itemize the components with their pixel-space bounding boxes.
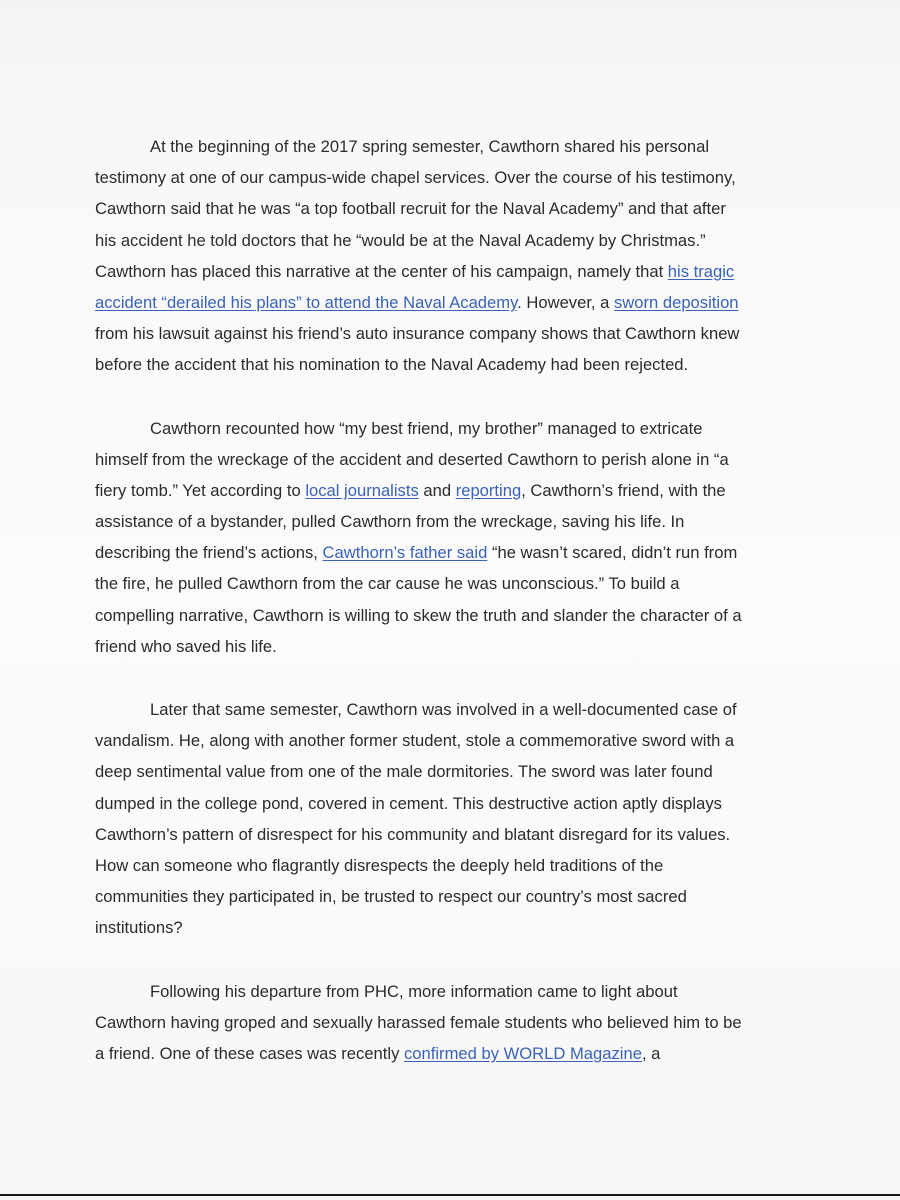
text-line bbox=[95, 694, 815, 725]
text-segment: describing the friend’s actions, bbox=[95, 543, 323, 563]
text-segment: himself from the wreckage of the accident and deserted Cawthorn to perish alone in “a bbox=[95, 449, 729, 469]
text-line bbox=[95, 568, 815, 599]
text-segment: his accident he told doctors that he “would be at the Naval Academy by Christmas.” bbox=[95, 230, 706, 250]
text-line bbox=[95, 131, 815, 162]
text-segment: , a bbox=[641, 1043, 661, 1063]
text-segment: institutions? bbox=[95, 918, 183, 938]
hyperlink[interactable]: Cawthorn’s father said bbox=[322, 543, 488, 563]
text-segment: friend who saved his life. bbox=[95, 636, 277, 656]
text-segment: “he wasn’t scared, didn’t run from bbox=[487, 543, 738, 563]
hyperlink[interactable]: reporting bbox=[455, 480, 522, 500]
text-segment: Cawthorn having groped and sexually harassed female students who believed him to be bbox=[95, 1012, 742, 1032]
text-segment: Cawthorn recounted how “my best friend, my brother” managed to extricate bbox=[150, 418, 703, 438]
hyperlink[interactable]: sworn deposition bbox=[614, 292, 739, 312]
text-segment: the fire, he pulled Cawthorn from the car cause he was unconscious.” To build a bbox=[95, 574, 680, 594]
bottom-rule bbox=[0, 1194, 900, 1196]
text-segment: assistance of a bystander, pulled Cawthorn from the wreckage, saving his life. In bbox=[95, 512, 685, 532]
text-line bbox=[95, 631, 815, 662]
text-segment: deep sentimental value from one of the male dormitories. The sword was later found bbox=[95, 762, 713, 782]
hyperlink[interactable]: local journalists bbox=[305, 480, 419, 500]
text-line bbox=[95, 413, 815, 444]
paragraph bbox=[95, 976, 815, 1070]
text-segment: Cawthorn has placed this narrative at the center of his campaign, namely that bbox=[95, 261, 668, 281]
text-line bbox=[95, 349, 815, 380]
text-line bbox=[95, 256, 815, 287]
text-line bbox=[95, 788, 815, 819]
text-line bbox=[95, 881, 815, 912]
text-line bbox=[95, 819, 815, 850]
text-line bbox=[95, 600, 815, 631]
text-segment: . However, a bbox=[517, 292, 614, 312]
paragraph bbox=[95, 694, 815, 944]
text-segment: How can someone who flagrantly disrespects the deeply held traditions of the bbox=[95, 855, 664, 875]
text-line bbox=[95, 318, 815, 349]
hyperlink[interactable]: his tragic bbox=[667, 261, 735, 281]
text-line bbox=[95, 850, 815, 881]
text-line bbox=[95, 1007, 815, 1038]
text-segment: before the accident that his nomination to the Naval Academy had been rejected. bbox=[95, 355, 689, 375]
text-line bbox=[95, 475, 815, 506]
text-line bbox=[95, 193, 815, 224]
paragraph bbox=[95, 413, 815, 663]
paragraph bbox=[95, 131, 815, 381]
text-line bbox=[95, 725, 815, 756]
text-segment: a friend. One of these cases was recently bbox=[95, 1043, 404, 1063]
hyperlink[interactable]: confirmed by WORLD Magazine bbox=[404, 1043, 642, 1063]
text-line bbox=[95, 537, 815, 568]
text-segment: and bbox=[418, 480, 456, 500]
document-body bbox=[95, 131, 815, 1101]
text-line bbox=[95, 506, 815, 537]
text-segment: dumped in the college pond, covered in cement. This destructive action aptly displays bbox=[95, 793, 722, 813]
text-line bbox=[95, 912, 815, 943]
text-segment: Cawthorn’s pattern of disrespect for his community and blatant disregard for its values. bbox=[95, 824, 731, 844]
text-segment: Following his departure from PHC, more information came to light about bbox=[150, 981, 678, 1001]
hyperlink[interactable]: accident “derailed his plans” to attend the Naval Academy bbox=[95, 292, 518, 312]
text-segment: communities they participated in, be trusted to respect our country’s most sacred bbox=[95, 887, 687, 907]
text-line bbox=[95, 976, 815, 1007]
text-segment: Cawthorn said that he was “a top football recruit for the Naval Academy” and that after bbox=[95, 199, 726, 219]
text-line bbox=[95, 444, 815, 475]
text-segment: from his lawsuit against his friend’s auto insurance company shows that Cawthorn knew bbox=[95, 324, 740, 344]
text-segment: compelling narrative, Cawthorn is willing to skew the truth and slander the character of a bbox=[95, 605, 742, 625]
text-segment: At the beginning of the 2017 spring semester, Cawthorn shared his personal bbox=[150, 137, 710, 156]
text-line bbox=[95, 756, 815, 787]
text-segment: , Cawthorn’s friend, with the bbox=[521, 480, 726, 500]
text-line bbox=[95, 1038, 815, 1069]
text-line bbox=[95, 287, 815, 318]
text-segment: fiery tomb.” Yet according to bbox=[95, 480, 306, 500]
text-line bbox=[95, 225, 815, 256]
text-segment: testimony at one of our campus-wide chapel services. Over the course of his testimony, bbox=[95, 168, 736, 188]
text-line bbox=[95, 162, 815, 193]
text-segment: vandalism. He, along with another former student, stole a commemorative sword with a bbox=[95, 731, 735, 751]
text-segment: Later that same semester, Cawthorn was involved in a well-documented case of bbox=[150, 700, 737, 719]
